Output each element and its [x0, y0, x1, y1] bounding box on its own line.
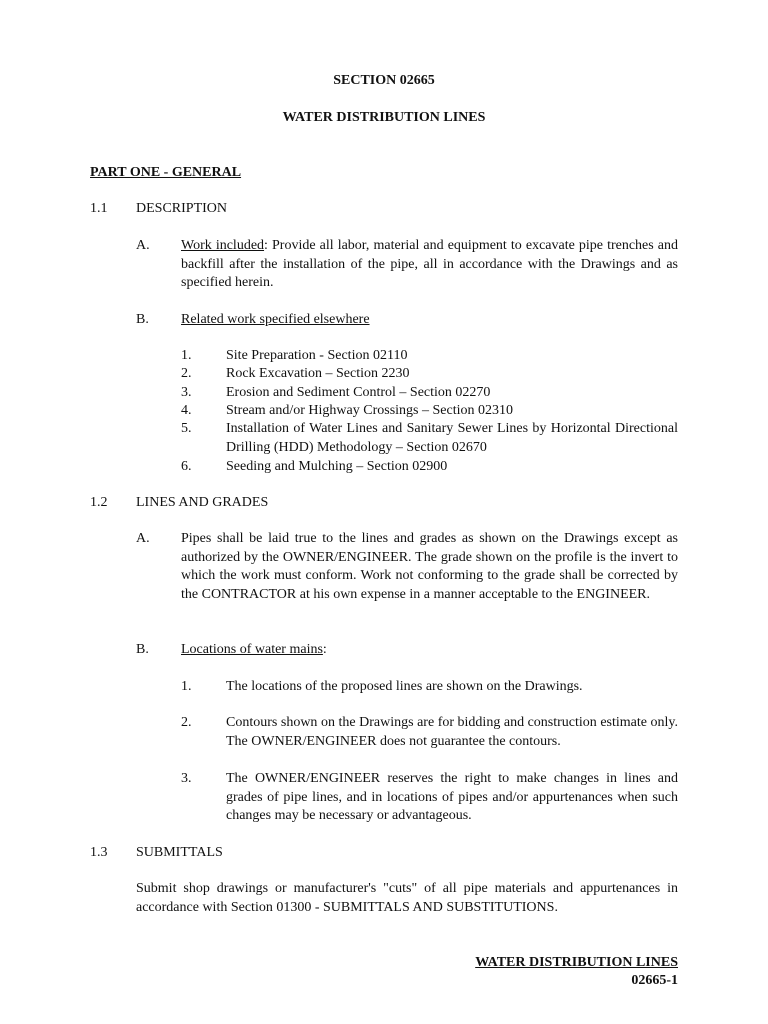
list-item-text: The locations of the proposed lines are shown on the Drawings. — [226, 679, 583, 694]
part-heading: PART ONE - GENERAL — [90, 165, 242, 180]
locations-colon: : — [322, 642, 327, 657]
list-item-text: Rock Excavation – Section 2230 — [226, 366, 410, 381]
section-1-3-number: 1.3 — [90, 845, 108, 860]
list-item-text: Site Preparation - Section 02110 — [226, 348, 408, 363]
section-1-3-title: SUBMITTALS — [136, 845, 223, 860]
item-1-1-a-paragraph — [181, 237, 678, 293]
list-item-number: 6. — [181, 459, 192, 474]
list-item-text: Contours shown on the Drawings are for bidding and construction estimate only. The OWNER/ENGINEER does not guarantee the contours. — [226, 715, 678, 749]
list-item-number: 5. — [181, 421, 192, 436]
list-item-text: Installation of Water Lines and Sanitary Sewer Lines by Horizontal Directional Drilling (HDD) Methodology – Section 02670 — [226, 421, 678, 455]
list-item-number: 4. — [181, 403, 192, 418]
list-item-number: 1. — [181, 348, 192, 363]
item-1-2-a-paragraph: Pipes shall be laid true to the lines and grades as shown on the Drawings except as authorized by the OWNER/ENGINEER. The grade shown on the profile is the invert to which the work must conform. Work not conforming to the grade shall be corrected by the CONTRACTOR at his own expense in a manner acceptable to the ENGINEER. — [181, 531, 678, 602]
item-1-2-b-letter: B. — [136, 642, 149, 657]
section-1-2-title: LINES AND GRADES — [136, 495, 269, 510]
list-item-number: 1. — [181, 679, 192, 694]
related-work-label: Related work specified elsewhere — [181, 312, 370, 327]
list-item-text: The OWNER/ENGINEER reserves the right to make changes in lines and grades of pipe lines, and in locations of pipes and/or appurtenances when such changes may be necessary or advantageous. — [226, 771, 678, 823]
locations-heading — [181, 641, 327, 660]
list-item-number: 3. — [181, 385, 192, 400]
work-included-label: Work included — [181, 238, 265, 253]
list-item-number: 3. — [181, 771, 192, 786]
list-item-number: 2. — [181, 715, 192, 730]
list-item-text: Stream and/or Highway Crossings – Section 02310 — [226, 403, 513, 418]
section-number: SECTION 02665 — [333, 73, 435, 88]
submittals-paragraph: Submit shop drawings or manufacturer's "cuts" of all pipe materials and appurtenances in accordance with Section 01300 - SUBMITTALS AND SUBSTITUTIONS. — [136, 881, 678, 915]
work-included-text: : Provide all labor, material and equipment to excavate pipe trenches and backfill after the installation of the pipe, all in accordance with the Drawings and as specified herein. — [181, 238, 678, 290]
item-1-2-a-letter: A. — [136, 531, 150, 546]
item-1-1-a-letter: A. — [136, 238, 150, 253]
section-1-1-title: DESCRIPTION — [136, 201, 228, 216]
page-number: 02665-1 — [631, 973, 678, 988]
locations-label: Locations of water mains — [181, 642, 323, 657]
section-title: WATER DISTRIBUTION LINES — [282, 110, 486, 125]
list-item-text: Seeding and Mulching – Section 02900 — [226, 459, 448, 474]
item-1-1-b-letter: B. — [136, 312, 149, 327]
footer-title: WATER DISTRIBUTION LINES — [475, 955, 678, 970]
list-item-text: Erosion and Sediment Control – Section 02270 — [226, 385, 491, 400]
list-item-number: 2. — [181, 366, 192, 381]
section-1-2-number: 1.2 — [90, 495, 108, 510]
section-1-1-number: 1.1 — [90, 201, 108, 216]
